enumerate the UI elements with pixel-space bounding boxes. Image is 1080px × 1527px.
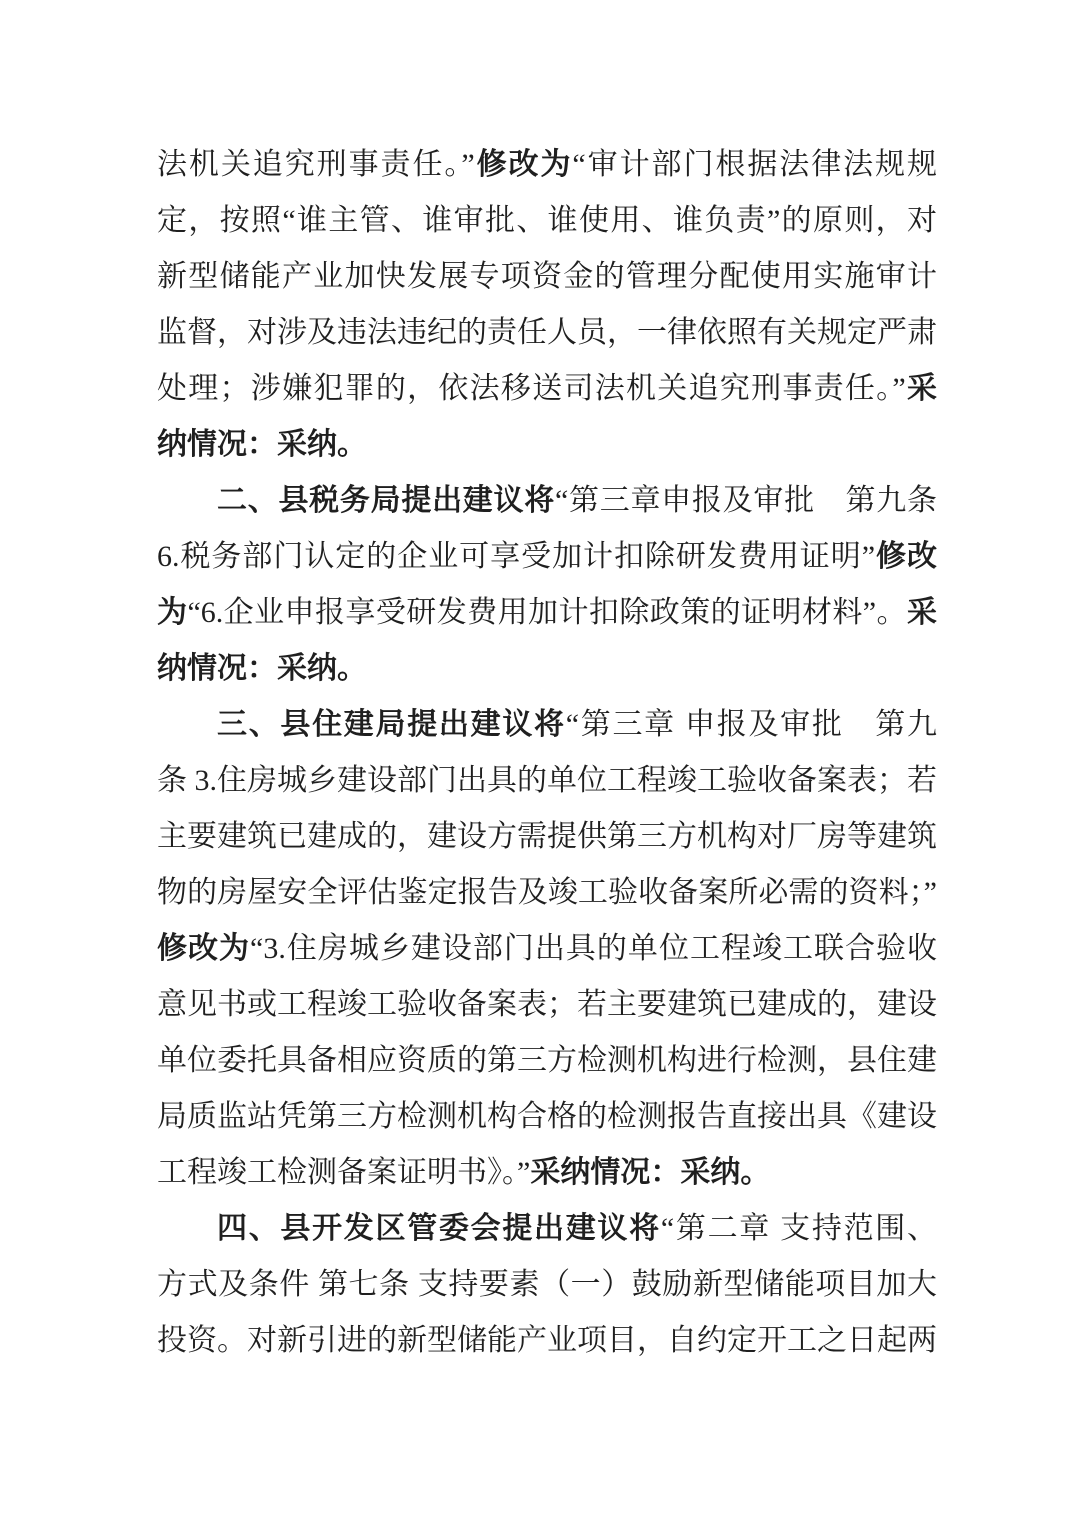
text-line <box>157 1145 937 1201</box>
text-line <box>157 1257 937 1313</box>
text-line <box>157 417 937 473</box>
text-run: 处理；涉嫌犯罪的，依法移送司法机关追究刑事责任。” <box>157 372 906 405</box>
text-run: 意见书或工程竣工验收备案表；若主要建筑已建成的，建设 <box>157 988 937 1021</box>
emphasis-text-run: 修改 <box>875 540 937 573</box>
text-line <box>157 1313 937 1369</box>
text-run: “第三章 申报及审批 第九 <box>565 708 937 741</box>
text-run: “第三章申报及审批 第九条 <box>554 484 937 517</box>
text-line <box>157 585 937 641</box>
emphasis-text-run: 修改为 <box>474 148 573 181</box>
text-line <box>157 137 937 193</box>
emphasis-text-run: 采 <box>907 596 937 629</box>
text-line <box>157 977 937 1033</box>
text-line <box>157 473 937 529</box>
document-text <box>157 137 937 1369</box>
text-line <box>157 1201 937 1257</box>
emphasis-text-run: 纳情况：采纳。 <box>157 652 367 685</box>
emphasis-text-run: 四、县开发区管委会提出建议将 <box>217 1212 661 1245</box>
emphasis-text-run: 采 <box>905 372 938 405</box>
text-run: 定，按照“谁主管、谁审批、谁使用、谁负责”的原则，对 <box>157 204 937 237</box>
text-run: 6.税务部门认定的企业可享受加计扣除研发费用证明” <box>157 540 876 573</box>
emphasis-text-run: 修改为 <box>157 932 251 965</box>
text-run: 投资。对新引进的新型储能产业项目，自约定开工之日起两 <box>157 1324 937 1357</box>
text-run: 主要建筑已建成的，建设方需提供第三方机构对厂房等建筑 <box>157 820 937 853</box>
text-run: 方式及条件 第七条 支持要素（一）鼓励新型储能项目加大 <box>157 1268 937 1301</box>
text-run: 法机关追究刑事责任。” <box>157 148 475 181</box>
text-run: 工程竣工检测备案证明书》。” <box>157 1156 531 1189</box>
text-line <box>157 753 937 809</box>
emphasis-text-run: 为 <box>157 596 188 629</box>
text-run: 单位委托具备相应资质的第三方检测机构进行检测，县住建 <box>157 1044 937 1077</box>
text-run: “审计部门根据法律法规规 <box>572 148 937 181</box>
text-run: “第二章 支持范围、 <box>660 1212 937 1245</box>
text-line <box>157 361 937 417</box>
text-line <box>157 529 937 585</box>
emphasis-text-run: 采纳情况：采纳。 <box>530 1156 771 1189</box>
text-run: 新型储能产业加快发展专项资金的管理分配使用实施审计 <box>157 260 937 293</box>
text-run: 条 3.住房城乡建设部门出具的单位工程竣工验收备案表；若 <box>157 764 937 797</box>
text-line <box>157 1089 937 1145</box>
text-run: “3.住房城乡建设部门出具的单位工程竣工联合验收 <box>250 932 937 965</box>
text-line <box>157 305 937 361</box>
text-line <box>157 249 937 305</box>
text-line <box>157 1033 937 1089</box>
text-line <box>157 865 937 921</box>
text-run: 局质监站凭第三方检测机构合格的检测报告直接出具《建设 <box>157 1100 937 1133</box>
text-run: 物的房屋安全评估鉴定报告及竣工验收备案所必需的资料；” <box>157 876 937 909</box>
text-run: 监督，对涉及违法违纪的责任人员，一律依照有关规定严肃 <box>157 316 937 349</box>
text-run: “6.企业申报享受研发费用加计扣除政策的证明材料”。 <box>187 596 907 629</box>
text-line <box>157 921 937 977</box>
text-line <box>157 809 937 865</box>
emphasis-text-run: 纳情况：采纳。 <box>157 428 367 461</box>
emphasis-text-run: 二、县税务局提出建议将 <box>217 484 555 517</box>
text-line <box>157 697 937 753</box>
text-line <box>157 641 937 697</box>
text-line <box>157 193 937 249</box>
emphasis-text-run: 三、县住建局提出建议将 <box>217 708 566 741</box>
